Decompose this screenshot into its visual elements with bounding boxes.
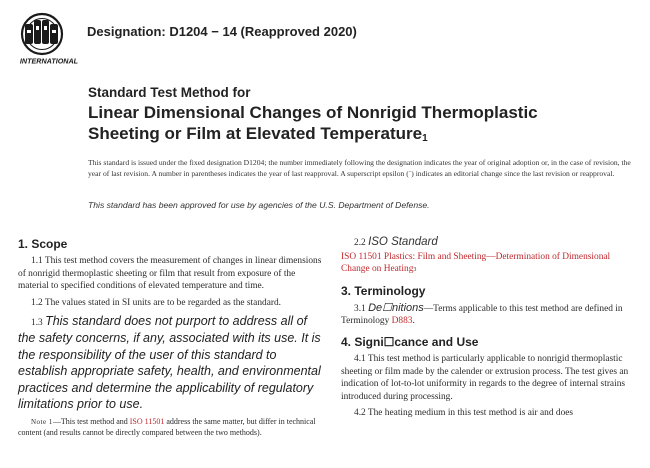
issuance-notice: This standard is issued under the fixed designation D1204; the number immediately following the designation indicates the year of original adoption or, in the case of revision, the year of last revision. A number in parentheses indicates the year of last reapproval. A superscript epsilon (´) indicates an editorial change since the last revision or reapproval. [88,158,631,178]
iso-standard-label: ISO Standard [368,236,438,248]
title-lead: Standard Test Method for [88,85,251,100]
document-title [88,84,538,149]
section-scope-heading: 1. Scope [18,237,68,251]
scope-paragraph-1-2: 1.2 The values stated in SI units are to be regarded as the standard. [31,297,282,308]
note-1-text-pre: —This test method and [52,416,130,426]
terminology-text-post: . [412,316,415,327]
significance-paragraph-4-1: 4.1 This test method is particularly applicable to nonrigid thermoplastic sheeting or film made by the calender or extrusion process. The test gives an indication of lot-to-lot uniformity in regards to the degree of internal strains introduced during processing. [341,353,629,402]
note-1-label: Note 1 [31,417,53,426]
scope-1-3-safety-text: This standard does not purport to address all of the safety concerns, if any, associated with its use. It is the responsibility of the user of this standard to establish appropriate safety, health, and environmental practices and determine the applicability of regulatory limitations prior to use. [18,314,321,412]
iso-footnote-marker[interactable]: 3 [413,267,417,274]
scope-paragraph-1-1: 1.1 This test method covers the measurement of changes in linear dimensions of nonrigid thermoplastic sheeting or film that result from exposure of the material to specified conditions of elevated temperature and time. [18,256,322,292]
scope-paragraph-1-3 [18,313,322,413]
note-1-text-post: address the same matter, but differ in technical content (and results cannot be directly compared between the two methods). [18,416,316,437]
terminology-text-pre: —Terms applicable to this test method are defined in Terminology [341,303,623,327]
column-left [18,236,322,442]
logo-wordmark: INTERNATIONAL [19,56,79,66]
iso-11501-title[interactable]: Plastics: Film and Sheeting—Determination of Dimensional Change on Heating [341,251,611,275]
title-line-2 [88,123,538,149]
section-terminology-heading: 3. Terminology [341,283,426,298]
d883-link[interactable]: D883 [391,316,413,327]
title-line-2-text: Sheeting or Film at Elevated Temperature [88,124,423,143]
section-significance-heading: 4. Signi☐cance and Use [341,334,479,349]
significance-paragraph-4-2: 4.2 The heating medium in this test method is air and does [354,408,574,419]
terminology-3-1-number: 3.1 [354,303,366,314]
title-line-1: Linear Dimensional Changes of Nonrigid Thermoplastic [88,103,538,122]
iso-11501-reference [341,251,639,277]
astm-logo [14,10,84,66]
note-1-iso-link[interactable]: ISO 11501 [129,416,165,426]
iso-standard-number: 2.2 [354,238,366,248]
iso-standard-subheading [341,236,639,250]
terminology-paragraph-3-1 [341,302,639,328]
designation: Designation: D1204 − 14 (Reapproved 2020) [87,24,357,39]
column-right [341,236,639,424]
scope-1-3-number: 1.3 [31,318,43,329]
definitions-label: De☐nitions [368,301,424,314]
iso-11501-link[interactable]: ISO 11501 [341,251,382,262]
dod-approval-statement: This standard has been approved for use by agencies of the U.S. Department of Defense. [88,200,430,210]
title-footnote-marker[interactable]: 1 [422,133,428,144]
note-1 [18,417,322,438]
